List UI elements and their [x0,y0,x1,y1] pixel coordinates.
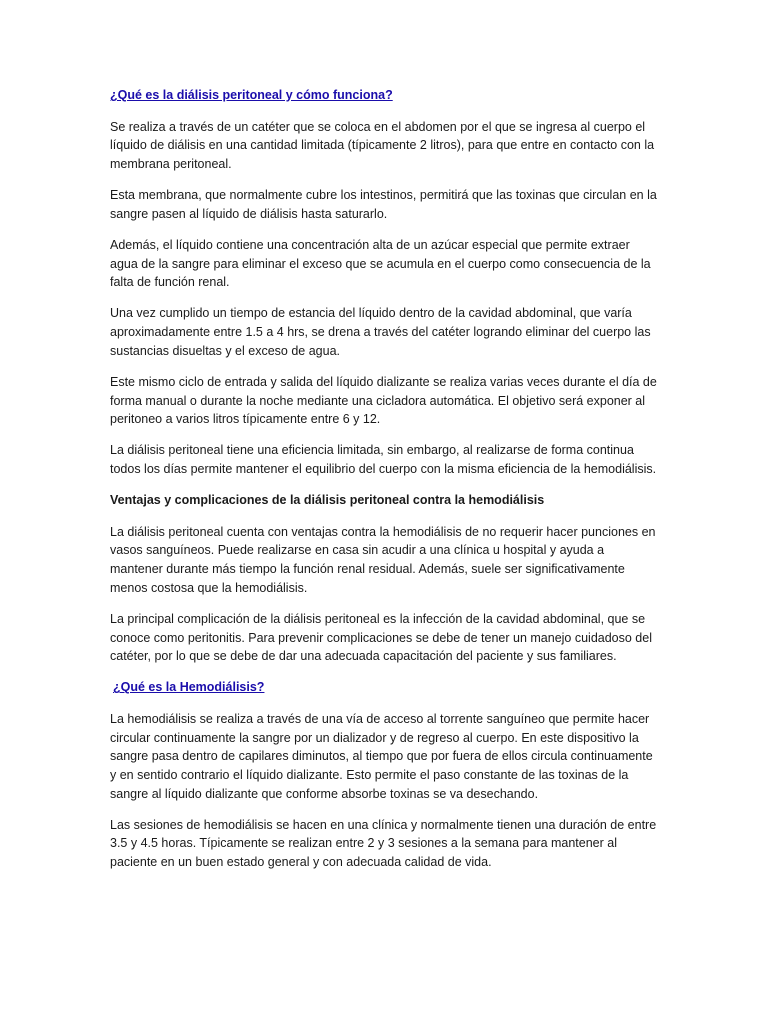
paragraph-peritoneal-2: Esta membrana, que normalmente cubre los intestinos, permitirá que las toxinas que circulan en la sangre pasen al líquido de diálisis hasta saturarlo. [110,188,657,221]
paragraph-hemodialisis-2: Las sesiones de hemodiálisis se hacen en una clínica y normalmente tienen una duración de entre 3.5 y 4.5 horas. Típicamente se realizan entre 2 y 3 sesiones a la semana para mantener al paciente en un buen estado general y con adecuada calidad de vida. [110,817,657,870]
paragraph-peritoneal-1: Se realiza a través de un catéter que se coloca en el abdomen por el que se ingresa al cuerpo el líquido de diálisis en una cantidad limitada (típicamente 2 litros), para que entre en contacto con la membrana peritoneal. [110,119,655,171]
paragraph-ventajas-2: La principal complicación de la diálisis peritoneal es la infección de la cavidad abdominal, que se conoce como peritonitis. Para prevenir complicaciones se debe de tener un manejo cuidadoso del catéter, por lo que se debe de dar una adecuada capacitación del paciente y sus familiares. [110,611,652,664]
paragraph-peritoneal-4: Una vez cumplido un tiempo de estancia del líquido dentro de la cavidad abdominal, que varía aproximadamente entre 1.5 a 4 hrs, se drena a través del catéter logrando eliminar del cuerpo las sustancias disueltas y el exceso de agua. [110,306,651,358]
document-page [110,86,660,884]
heading-link-peritoneal[interactable]: ¿Qué es la diálisis peritoneal y cómo funciona? [110,88,393,102]
paragraph-ventajas-1: La diálisis peritoneal cuenta con ventajas contra la hemodiálisis de no requerir hacer punciones en vasos sanguíneos. Puede realizarse en casa sin acudir a una clínica u hospital y ayuda a mantener durante más tiempo la función renal residual. Además, suele ser significativamente menos costosa que la hemodiálisis. [110,524,656,595]
paragraph-hemodialisis-1: La hemodiálisis se realiza a través de una vía de acceso al torrente sanguíneo que permite hacer circular continuamente la sangre por un dializador y de regreso al cuerpo. En este dispositivo la sangre pasa dentro de capilares diminutos, al tiempo que por fuera de ellos circula continuamente y en sentido contrario el líquido dializante. Esto permite el paso constante de las toxinas de la sangre al líquido dializante que conforme absorbe toxinas se va desechando. [110,711,653,801]
heading-link-hemodialisis[interactable]: ¿Qué es la Hemodiálisis? [113,680,265,695]
paragraph-peritoneal-3: Además, el líquido contiene una concentración alta de un azúcar especial que permite extraer agua de la sangre para eliminar el exceso que se acumula en el cuerpo como consecuencia de la falta de función renal. [110,237,651,290]
paragraph-peritoneal-5: Este mismo ciclo de entrada y salida del líquido dializante se realiza varias veces durante el día de forma manual o durante la noche mediante una cicladora automática. El objetivo será exponer al peritoneo a varios litros típicamente entre 6 y 12. [110,374,657,427]
heading-ventajas: Ventajas y complicaciones de la diálisis peritoneal contra la hemodiálisis [110,493,545,508]
paragraph-peritoneal-6: La diálisis peritoneal tiene una eficiencia limitada, sin embargo, al realizarse de forma continua todos los días permite mantener el equilibrio del cuerpo con la misma eficiencia de la hemodiálisis. [110,443,657,476]
